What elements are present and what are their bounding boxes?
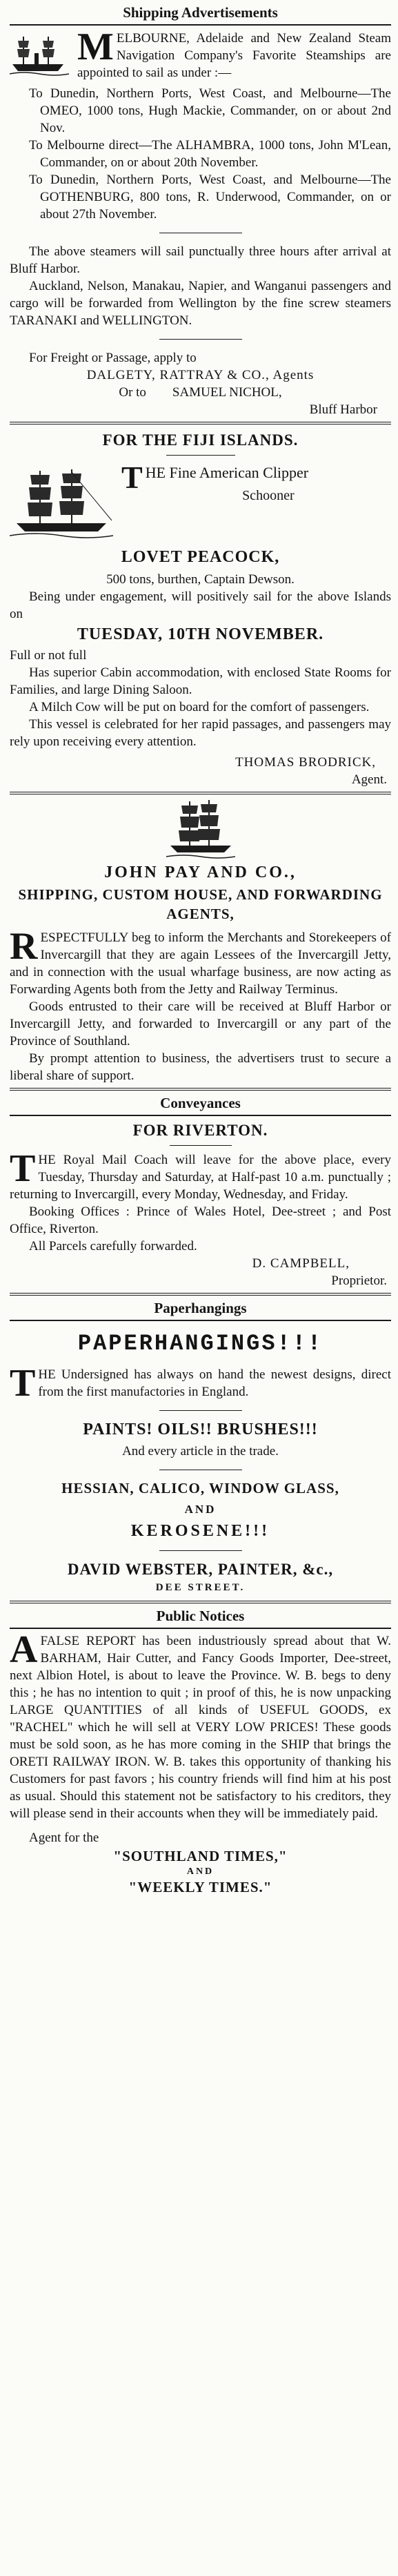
full-or-not: Full or not full [10, 648, 87, 663]
fiji-intro-a: HE Fine American Clipper [145, 464, 309, 481]
signature-name: D. CAMPBELL, [252, 1256, 350, 1271]
paperhangings-title: PAPERHANGINGS!!! [77, 1331, 324, 1356]
freight-line-3: Or to SAMUEL NICHOL, [119, 385, 282, 400]
company-para-3: By prompt attention to business, the advertisers trust to secure a liberal share of support. [10, 1051, 391, 1083]
steamship-icon [10, 32, 69, 78]
divider [159, 1550, 242, 1551]
divider [10, 422, 391, 425]
drop-cap: T [121, 460, 143, 495]
signature-title: Proprietor. [331, 1274, 387, 1288]
drop-cap: M [77, 26, 114, 68]
paperhangings-para: HE Undersigned has always on hand the newest designs, direct from the first manufactories in England. [38, 1367, 391, 1399]
notice-para: FALSE REPORT has been industriously spread about that W. BARHAM, Hair Cutter, and Fancy Goods Importer, Dee-street, next Albion Hotel, is about to leave the Province. W. B. begs to deny this ; he has no intention to quit ; in proof of this, he is now unpacking LARGE QUANTITIES of all kinds of USEFUL GOODS, ex "RACHEL" which he will sell at VERY LOW PRICES! These goods must be sold soon, as he has more coming in the SHIP that brings the ORETI RAILWAY IRON. W. B. takes this opportunity of thanking his Customers for past favors ; his country friends will find him at his post as usual. Should this statement not be satisfactory to his creditors, they will please send in their accounts when they will be immediately paid. [10, 1634, 391, 1821]
paints-line: PAINTS! OILS!! BRUSHES!!! [83, 1421, 318, 1438]
webster-name: DAVID WEBSTER, PAINTER, &c., [67, 1561, 334, 1578]
fiji-heading: FOR THE FIJI ISLANDS. [102, 431, 299, 449]
every-article: And every article in the trade. [122, 1444, 279, 1458]
intro-text: ELBOURNE, Adelaide and New Zealand Steam Navigation Company's Favorite Steamships are appointed to sail as under :— [77, 31, 391, 80]
divider [10, 792, 391, 794]
route-3: To Dunedin, Northern Ports, West Coast, and Melbourne—The GOTHENBURG, 800 tons, R. Underwood, Commander, on or about 27th November. [29, 173, 391, 222]
route-2: To Melbourne direct—The ALHAMBRA, 1000 tons, John M'Lean, Commander, on or about 20th November. [29, 138, 391, 170]
divider [10, 1320, 391, 1321]
drop-cap: T [10, 1147, 36, 1190]
fiji-para-4: This vessel is celebrated for her rapid passages, and passengers may rely upon receiving every attention. [10, 717, 391, 749]
kerosene-line: KEROSENE!!! [130, 1522, 270, 1540]
hessian-line: HESSIAN, CALICO, WINDOW GLASS, [61, 1480, 339, 1496]
section-heading-shipping: Shipping Advertisements [123, 4, 278, 21]
paper-name-1: "SOUTHLAND TIMES," [113, 1848, 288, 1864]
fiji-para-2: Has superior Cabin accommodation, with enclosed State Rooms for Families, and large Dining Saloon. [10, 665, 391, 697]
ship-name: LOVET PEACOCK, [121, 548, 280, 566]
sailing-ship-icon [166, 797, 235, 861]
agent-line: Agent for the [29, 1831, 99, 1845]
drop-cap: A [10, 1628, 38, 1671]
coach-para-2: Booking Offices : Prince of Wales Hotel, Dee-street ; and Post Office, Riverton. [10, 1204, 391, 1236]
freight-line-2: DALGETY, RATTRAY & CO., Agents [86, 368, 315, 382]
coach-para-1: HE Royal Mail Coach will leave for the above place, every Tuesday, Thursday and Saturday, at Half-past 10 a.m. punctually ; returning to Invercargill, every Monday, Wednesday, and Friday. [10, 1153, 391, 1202]
company-name: JOHN PAY AND CO., [104, 863, 297, 881]
fiji-para-3: A Milch Cow will be put on board for the comfort of passengers. [29, 700, 370, 714]
signature-title: Agent. [351, 772, 387, 787]
sailing-date: TUESDAY, 10TH NOVEMBER. [77, 625, 324, 643]
section-heading-paperhangings: Paperhangings [154, 1300, 247, 1316]
coach-para-3: All Parcels carefully forwarded. [29, 1239, 197, 1253]
company-para-2: Goods entrusted to their care will be received at Bluff Harbor or Invercargill Jetty, and forwarded to Invercargill or any part of the Province of Southland. [10, 999, 391, 1048]
webster-street: DEE STREET. [155, 1582, 246, 1593]
clipper-ship-icon [10, 465, 113, 540]
route-1: To Dunedin, Northern Ports, West Coast, and Melbourne—The OMEO, 1000 tons, Hugh Mackie, Commander, on or about 2nd Nov. [29, 86, 391, 135]
signature-name: THOMAS BRODRICK, [235, 755, 376, 770]
fiji-para-1: Being under engagement, will positively sail for the above Islands on [10, 589, 391, 621]
divider [10, 24, 391, 26]
section-heading-public-notices: Public Notices [156, 1608, 245, 1624]
divider [159, 339, 242, 340]
divider [170, 1145, 232, 1146]
divider [166, 455, 235, 456]
and-text: AND [186, 1866, 215, 1877]
drop-cap: R [10, 925, 38, 968]
section-heading-conveyances: Conveyances [160, 1095, 241, 1111]
note-1: The above steamers will sail punctually three hours after arrival at Bluff Harbor. [10, 244, 391, 276]
divider [10, 1115, 391, 1116]
drop-cap: T [10, 1362, 36, 1405]
paper-name-2: "WEEKLY TIMES." [128, 1879, 272, 1895]
and-text: AND [184, 1503, 217, 1516]
divider [159, 1410, 242, 1411]
company-tagline: SHIPPING, CUSTOM HOUSE, AND FORWARDING AGENTS, [18, 886, 383, 922]
fiji-intro-b: Schooner [242, 488, 295, 503]
freight-line-4: Bluff Harbor [309, 402, 377, 417]
ship-tons: 500 tons, burthen, Captain Dewson. [106, 572, 295, 587]
company-para-1: ESPECTFULLY beg to inform the Merchants and Storekeepers of Invercargill that they are again Lessees of the Invercargill Jetty, and in connection with the usual wharfage business, are now acting as Forwarding Agents both from the Jetty and Railway Terminus. [10, 930, 391, 997]
note-2: Auckland, Nelson, Manakau, Napier, and Wanganui passengers and cargo will be forwarded from Wellington by the fine screw steamers TARANAKI and WELLINGTON. [10, 279, 391, 328]
freight-line-1: For Freight or Passage, apply to [29, 351, 197, 365]
riverton-heading: FOR RIVERTON. [132, 1122, 268, 1139]
